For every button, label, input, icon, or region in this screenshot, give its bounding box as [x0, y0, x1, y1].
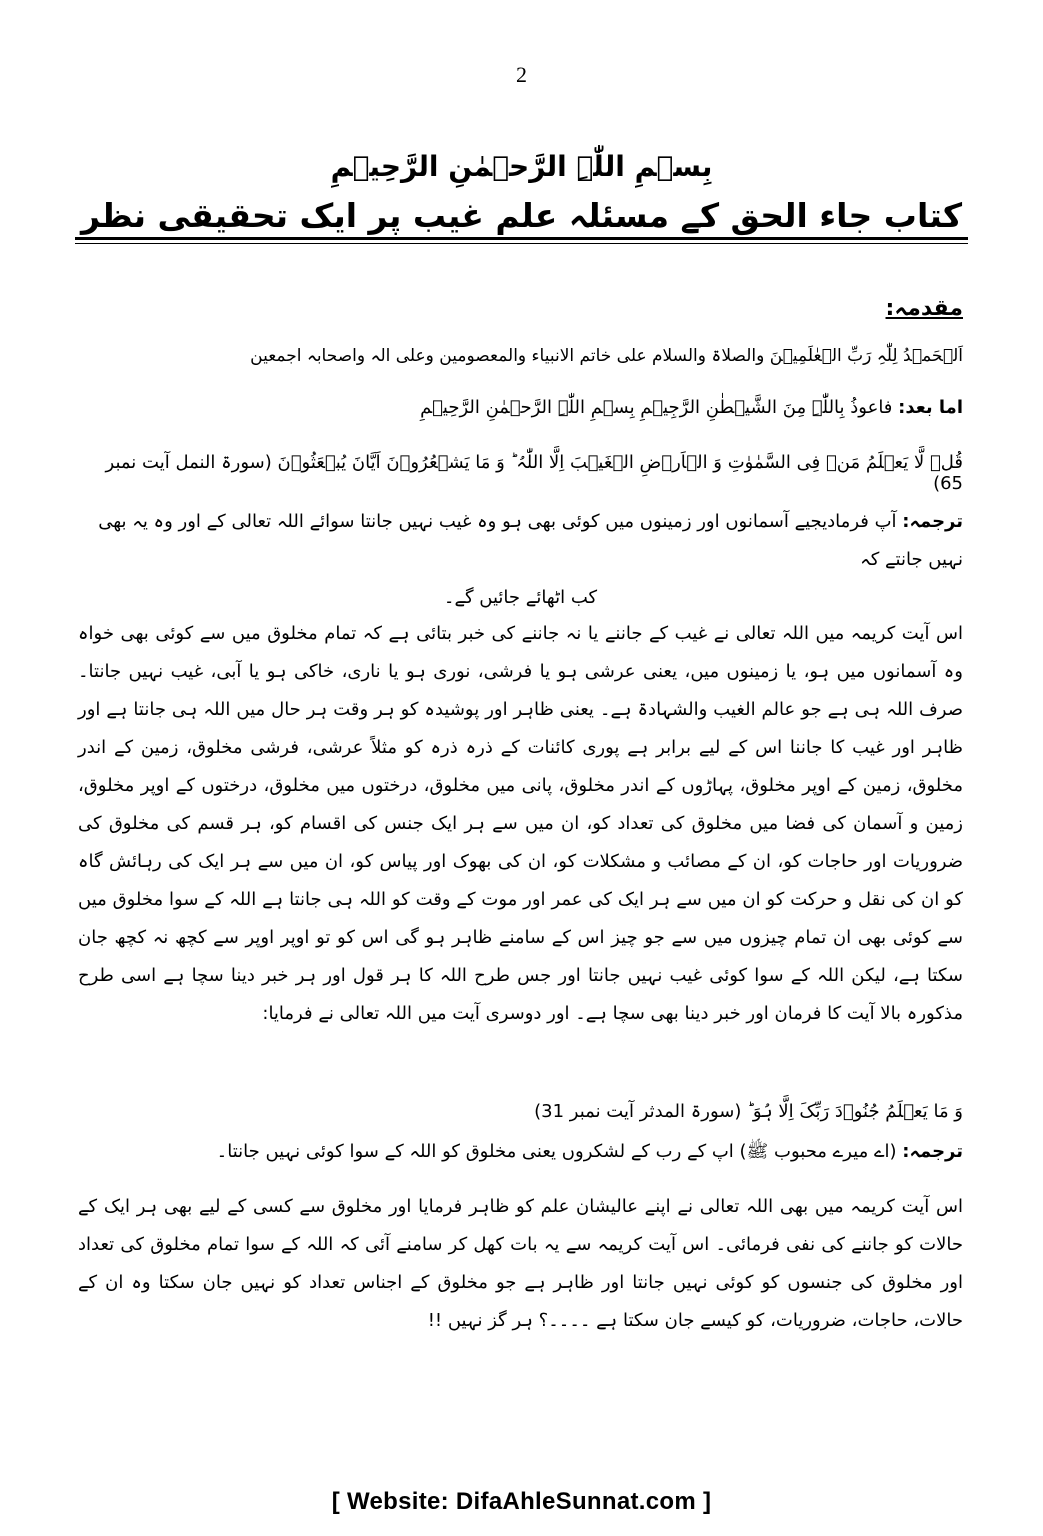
- translation-1-text: آپ فرمادیجیے آسمانوں اور زمینوں میں کوئی بھی ہو وہ غیب نہیں جانتا سوائے اللہ تعالی کے اور وہ یہ بھی نہیں جانتے کہ: [98, 511, 963, 570]
- amma-baad-line: [78, 397, 963, 418]
- translation-1-label: ترجمہ:: [902, 511, 963, 532]
- quran-verse-1-text: قُلۡ لَّا یَعۡلَمُ مَنۡ فِی السَّمٰوٰتِ وَ الۡاَرۡضِ الۡغَیۡبَ اِلَّا اللّٰہُ ؕ وَ مَا یَشۡعُرُوۡنَ اَیَّانَ یُبۡعَثُوۡنَ: [277, 452, 963, 473]
- document-title: کتاب جاء الحق کے مسئلہ علم غیب پر ایک تحقیقی نظر: [75, 196, 968, 240]
- quran-verse-1: [78, 452, 963, 494]
- page-number: 2: [516, 62, 527, 87]
- website-footer: [ Website: DifaAhleSunnat.com ]: [331, 1488, 712, 1515]
- translation-2-label: ترجمہ:: [902, 1141, 963, 1162]
- quran-verse-2-reference: (سورۃ المدثر آیت نمبر 31): [534, 1101, 742, 1122]
- commentary-paragraph-2: اس آیت کریمہ میں بھی اللہ تعالی نے اپنے عالیشان علم کو ظاہر فرمایا اور مخلوق سے کسی کے لیے بھی ہر ایک کے حالات کو جاننے کی نفی فرمائی۔ اس آیت کریمہ سے یہ بات کھل کر سامنے آئی کہ اللہ کے سوا تمام مخلوق کی تعداد اور مخلوق کی جنسوں کو کوئی نہیں جانتا اور ظاہر ہے جو مخلوق کے اجناس تعداد کو نہیں جان سکتا وہ ان کے حالات، حاجات، ضروریات، کو کیسے جان سکتا ہے ۔۔۔۔؟ ہر گز نہیں !!: [78, 1196, 963, 1331]
- bismillah-header: بِسۡمِ اللّٰہِ الرَّحۡمٰنِ الرَّحِیۡمِ: [330, 150, 713, 183]
- translation-1-line-2: کب اٹھائے جائیں گے۔: [443, 587, 598, 608]
- translation-2: [78, 1140, 963, 1166]
- taawuz-text: فاعوذُ بِاللّٰہِ مِنَ الشَّیۡطٰنِ الرَّجِیۡمِ بِسۡمِ اللّٰہِ الرَّحۡمٰنِ الرَّحِیۡمِ: [420, 397, 899, 418]
- quran-verse-2-text: وَ مَا یَعۡلَمُ جُنُوۡدَ رَبِّکَ اِلَّا ہُوَ ؕ: [747, 1101, 963, 1122]
- hamd-line: اَلۡحَمۡدُ لِلّٰہِ رَبِّ الۡعٰلَمِیۡنَ والصلاۃ والسلام علی خاتم الانبیاء والمعصومین وعلی الہ واصحابہ اجمعین: [250, 346, 963, 366]
- commentary-paragraph-1: اس آیت کریمہ میں اللہ تعالی نے غیب کے جاننے یا نہ جاننے کی خبر بتائی ہے کہ تمام مخلوق میں سے کوئی بھی خواہ وہ آسمانوں میں ہو، یا زمینوں میں، یعنی عرشی ہو یا فرشی، نوری ہو یا ناری، خاکی ہو یا آبی، غیب نہیں جانتا۔ صرف اللہ ہی ہے جو عالم الغیب والشہادۃ ہے۔ یعنی ظاہر اور پوشیدہ کو ہر وقت ہر حال میں اللہ ہی جانتا ہے اور ظاہر اور غیب کا جاننا اس کے لیے برابر ہے پوری کائنات کے ذرہ ذرہ کو مثلاً عرشی، فرشی مخلوق، زمین کے اندر مخلوق، زمین کے اوپر مخلوق، پہاڑوں کے اندر مخلوق، پانی میں مخلوق، درختوں میں مخلوق، درختوں کے اوپر مخلوق، زمین و آسمان کی فضا میں مخلوق کی تعداد کو، ان میں سے ہر ایک جنس کی اقسام کو، ہر قسم کی مخلوق کی ضروریات اور حاجات کو، ان کے مصائب و مشکلات کو، ان کی بھوک اور پیاس کو، ان میں سے ہر ایک کی رہائش گاہ کو ان کی نقل و حرکت کو ان میں سے ہر ایک کی عمر اور موت کے وقت کو اللہ ہی جانتا ہے اللہ کے سوا مخلوق میں سے کوئی بھی ان تمام چیزوں میں سے جو چیز اس کے سامنے ظاہر ہو گی اس کو تو اوپر اوپر سے کچھ نہ کچھ جان سکتا ہے، لیکن اللہ کے سوا کوئی غیب نہیں جانتا اور جس طرح اللہ کا ہر قول اور ہر خبر دینا سچا ہے اسی طرح مذکورہ بالا آیت کا فرمان اور خبر دینا بھی سچا ہے۔ اور دوسری آیت میں اللہ تعالی نے فرمایا:: [78, 623, 963, 1024]
- title-container: [0, 196, 1043, 240]
- translation-1: [78, 503, 963, 617]
- quran-verse-2: [78, 1101, 963, 1122]
- quran-verse-1-reference: (سورۃ النمل آیت نمبر 65): [105, 452, 963, 494]
- amma-baad-label: اما بعد:: [898, 397, 963, 418]
- translation-2-text: (اے میرے محبوب ﷺ) اپ کے رب کے لشکروں یعنی مخلوق کو اللہ کے سوا کوئی نہیں جانتا۔: [216, 1141, 903, 1162]
- section-heading: مقدمہ:: [885, 296, 963, 321]
